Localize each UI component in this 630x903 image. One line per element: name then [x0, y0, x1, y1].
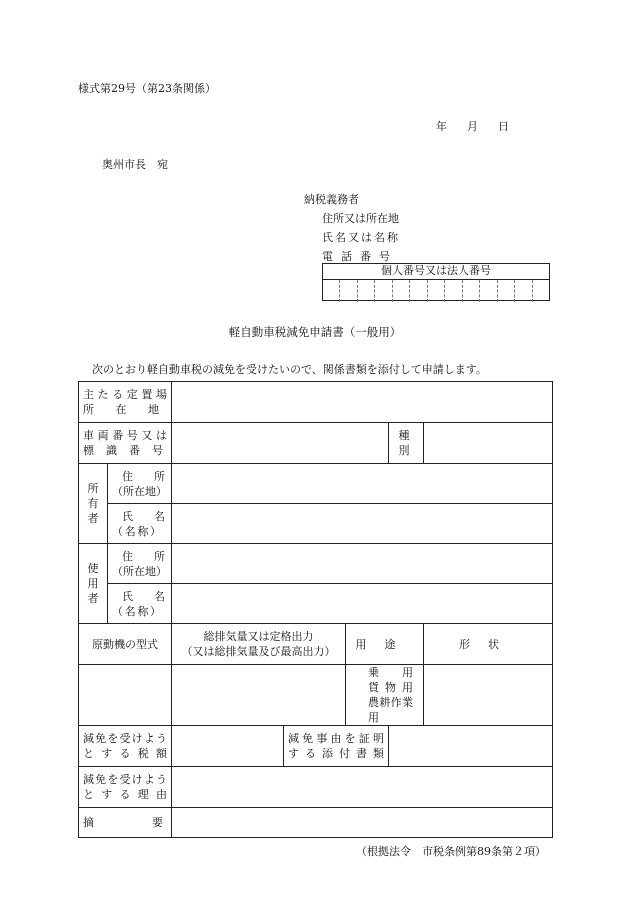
application-table	[78, 381, 553, 838]
displacement-label: 総排気量又は定格出力 （又は総排気量及び最高出力）	[172, 624, 346, 665]
owner-group-label: 所 有 者	[79, 464, 108, 544]
date-line	[436, 118, 529, 134]
addressee: 奥州市長 宛	[102, 158, 168, 171]
user-address-label: 住所 （所在地）	[108, 544, 172, 584]
date-year: 年	[436, 120, 447, 133]
engine-model-field[interactable]	[79, 665, 172, 726]
date-day: 日	[498, 120, 509, 133]
user-name-label: 氏名 （名称）	[108, 584, 172, 624]
usage-options[interactable]: 乗用 貨物用 農耕作業用	[346, 665, 424, 726]
exempt-amount-field[interactable]	[172, 726, 284, 767]
page-title: 軽自動車税減免申請書（一般用）	[228, 325, 402, 339]
payer-phone-label: 電話番号	[322, 250, 398, 263]
shape-label: 形状	[424, 624, 553, 665]
lead-text: 次のとおり軽自動車税の減免を受けたいので、関係書類を添付して申請します。	[92, 363, 487, 376]
user-address-field[interactable]	[172, 544, 553, 584]
engine-model-label: 原動機の型式	[79, 624, 172, 665]
exempt-amount-label: 減免を受けよう とする税額	[79, 726, 172, 767]
exempt-reason-label: 減免を受けよう とする理由	[79, 767, 172, 808]
payer-name-label: 氏名又は名称	[322, 231, 400, 244]
owner-address-field[interactable]	[172, 464, 553, 504]
owner-name-field[interactable]	[172, 504, 553, 544]
owner-address-label: 住所 （所在地）	[108, 464, 172, 504]
displacement-field[interactable]	[172, 665, 346, 726]
remarks-label: 摘要	[79, 808, 172, 838]
id-number-cells[interactable]	[323, 280, 549, 302]
proof-docs-field[interactable]	[389, 726, 553, 767]
form-number: 様式第29号（第23条関係）	[78, 82, 216, 95]
usage-label: 用途	[346, 624, 424, 665]
storage-location-label: 主たる定置場 所在地	[79, 382, 172, 423]
type-label: 種別	[389, 423, 424, 464]
legal-basis: （根拠法令 市税条例第89条第２項）	[356, 845, 546, 858]
exempt-reason-field[interactable]	[172, 767, 553, 808]
id-number-box	[322, 263, 550, 301]
type-field[interactable]	[424, 423, 553, 464]
shape-field[interactable]	[424, 665, 553, 726]
id-number-label: 個人番号又は法人番号	[323, 264, 549, 280]
proof-docs-label: 減免事由を証明 する添付書類	[284, 726, 389, 767]
vehicle-number-field[interactable]	[172, 423, 389, 464]
payer-heading: 納税義務者	[304, 193, 359, 206]
remarks-field[interactable]	[172, 808, 553, 838]
storage-location-field[interactable]	[172, 382, 553, 423]
owner-name-label: 氏名 （名称）	[108, 504, 172, 544]
user-name-field[interactable]	[172, 584, 553, 624]
vehicle-number-label: 車両番号又は 標識番号	[79, 423, 172, 464]
payer-address-label: 住所又は所在地	[322, 212, 399, 225]
user-group-label: 使 用 者	[79, 544, 108, 624]
date-month: 月	[467, 120, 478, 133]
